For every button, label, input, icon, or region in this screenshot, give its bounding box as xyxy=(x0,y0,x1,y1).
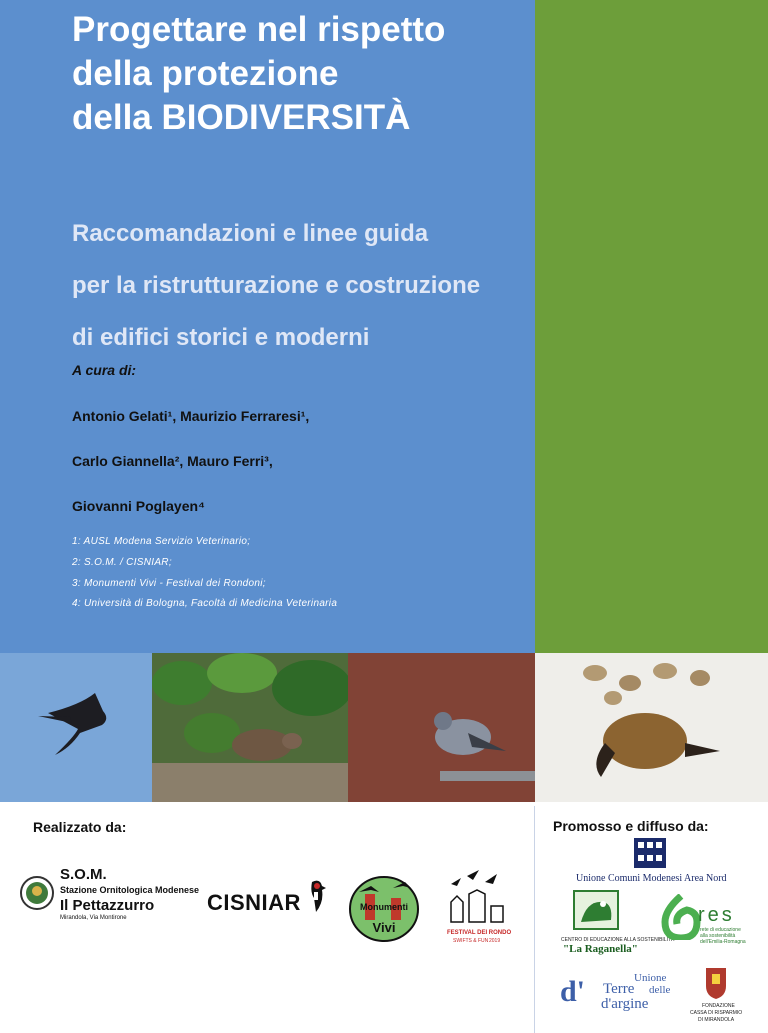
fondazione-text-3: DI MIRANDOLA xyxy=(698,1017,735,1023)
author-line-1: Antonio Gelati¹, Maurizio Ferraresi¹, xyxy=(72,408,310,424)
realized-by-label: Realizzato da: xyxy=(33,819,127,835)
author-line-2: Carlo Giannella², Mauro Ferri³, xyxy=(72,453,273,469)
som-bird-logo xyxy=(20,876,54,915)
green-band xyxy=(535,0,768,653)
photo-pigeon xyxy=(348,653,535,802)
terre-dargine-monogram: d' xyxy=(560,975,586,1008)
festival-sub: SWIFTS & FUN xyxy=(453,938,489,944)
photo-swift xyxy=(0,653,152,802)
res-sub-1: rete di educazione xyxy=(700,927,741,933)
raganella-logo xyxy=(573,890,619,935)
dargine-text: d'argine xyxy=(601,996,649,1012)
res-sub-2: alla sostenibilità xyxy=(700,933,736,939)
photo-rat xyxy=(152,653,348,802)
affiliation-1: 1: AUSL Modena Servizio Veterinario; xyxy=(72,536,251,547)
section-divider xyxy=(534,806,535,1033)
festival-rondoni-logo xyxy=(445,866,511,955)
terre-delle-text: delle xyxy=(649,984,671,996)
vivi-text: Vivi xyxy=(372,920,396,935)
monumenti-vivi-logo xyxy=(349,876,419,947)
festival-text: FESTIVAL DEI RONDONI xyxy=(447,930,511,936)
fondazione-text-1: FONDAZIONE xyxy=(702,1003,735,1009)
cisniar-logo: CISNIAR xyxy=(207,890,301,915)
terre-text: Terre xyxy=(603,981,635,997)
curated-by-label: A cura di: xyxy=(72,362,137,378)
monumenti-text: Monumenti xyxy=(360,902,408,912)
woodpecker-icon xyxy=(306,878,328,919)
document-subtitle: Raccomandazioni e linee guida per la ristrutturazione e costruzione di edifici storici e moderni xyxy=(72,220,481,351)
res-emblem xyxy=(661,894,701,945)
document-title: Progettare nel rispetto della protezione della BIODIVERSITÀ xyxy=(72,10,446,137)
unione-nord-emblem xyxy=(634,838,666,873)
unione-nord-text: Unione Comuni Modenesi Area Nord xyxy=(576,873,727,884)
som-logo-text: S.O.M. Stazione Ornitologica Modenese Il Pettazzurro Mirandola, Via Montirone xyxy=(60,866,200,921)
terre-unione-text: Unione xyxy=(634,972,667,984)
author-line-3: Giovanni Poglayen⁴ xyxy=(72,498,205,514)
affiliation-2: 2: S.O.M. / CISNIAR; xyxy=(72,557,172,568)
affiliation-3: 3: Monumenti Vivi - Festival dei Rondoni; xyxy=(72,578,266,589)
affiliation-4: 4: Università di Bologna, Facoltà di Medicina Veterinaria xyxy=(72,598,338,609)
festival-year: 2019 xyxy=(489,938,501,944)
res-sub-3: dell'Emilia-Romagna xyxy=(700,939,746,945)
res-text: res xyxy=(698,904,735,926)
photo-bat xyxy=(535,653,768,802)
promoted-by-label: Promosso e diffuso da: xyxy=(553,818,709,834)
fondazione-text-2: CASSA DI RISPARMIO xyxy=(690,1010,743,1016)
raganella-top-text: CENTRO DI EDUCAZIONE ALLA SOSTENIBILITÀ xyxy=(561,937,675,943)
fondazione-crest xyxy=(704,966,728,1005)
raganella-text: "La Raganella" xyxy=(563,943,638,955)
